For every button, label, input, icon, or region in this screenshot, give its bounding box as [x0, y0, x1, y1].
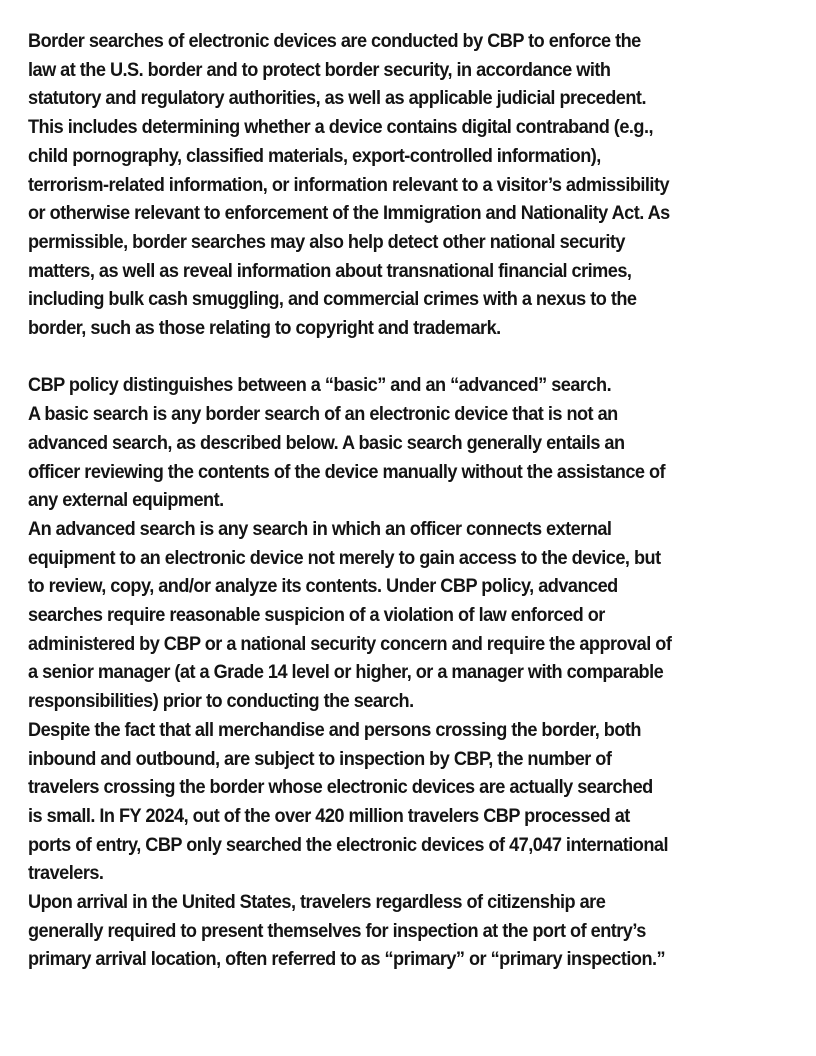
text-line: travelers.: [28, 863, 104, 885]
text-line: inbound and outbound, are subject to inspection by CBP, the number of: [28, 748, 612, 770]
text-line: law at the U.S. border and to protect border security, in accordance with: [28, 59, 611, 81]
text-line: terrorism-related information, or information relevant to a visitor’s admissibility: [28, 174, 670, 196]
text-line: A basic search is any border search of an electronic device that is not an: [28, 404, 618, 426]
paragraph-primary-inspection: [28, 889, 754, 975]
text-line: equipment to an electronic device not merely to gain access to the device, but: [28, 547, 661, 569]
text-line: searches require reasonable suspicion of a violation of law enforced or: [28, 605, 605, 627]
document-page: [28, 28, 754, 975]
text-line: An advanced search is any search in which an officer connects external: [28, 518, 612, 540]
text-line: or otherwise relevant to enforcement of the Immigration and Nationality Act. As: [28, 203, 670, 225]
paragraph-advanced-search: [28, 516, 754, 717]
paragraph-border-search-purpose: [28, 28, 754, 344]
text-line: administered by CBP or a national security concern and require the approval of: [28, 633, 672, 655]
text-line: travelers crossing the border whose electronic devices are actually searched: [28, 777, 653, 799]
text-line: primary arrival location, often referred to as “primary” or “primary inspection.”: [28, 949, 666, 971]
text-line: officer reviewing the contents of the device manually without the assistance of: [28, 461, 666, 483]
text-line: Border searches of electronic devices are conducted by CBP to enforce the: [28, 31, 641, 52]
text-line: a senior manager (at a Grade 14 level or higher, or a manager with comparable: [28, 662, 664, 684]
text-line: CBP policy distinguishes between a “basic” and an “advanced” search.: [28, 375, 612, 397]
paragraph-policy-distinction: [28, 372, 754, 401]
paragraph-spacer: [28, 344, 754, 373]
text-line: including bulk cash smuggling, and commercial crimes with a nexus to the: [28, 289, 637, 311]
text-line: generally required to present themselves for inspection at the port of entry’s: [28, 920, 646, 942]
text-line: border, such as those relating to copyright and trademark.: [28, 318, 501, 340]
paragraph-search-statistics: [28, 717, 754, 889]
text-line: responsibilities) prior to conducting the search.: [28, 691, 414, 713]
text-line: statutory and regulatory authorities, as well as applicable judicial precedent.: [28, 88, 646, 110]
text-line: matters, as well as reveal information about transnational financial crimes,: [28, 260, 632, 282]
text-line: permissible, border searches may also help detect other national security: [28, 231, 625, 253]
text-line: child pornography, classified materials, export-controlled information),: [28, 145, 601, 167]
paragraph-basic-search: [28, 401, 754, 516]
text-line: any external equipment.: [28, 490, 224, 512]
text-line: Despite the fact that all merchandise and persons crossing the border, both: [28, 719, 641, 741]
text-line: is small. In FY 2024, out of the over 420 million travelers CBP processed at: [28, 805, 630, 827]
text-line: ports of entry, CBP only searched the electronic devices of 47,047 international: [28, 834, 668, 856]
text-line: advanced search, as described below. A basic search generally entails an: [28, 432, 625, 454]
text-line: Upon arrival in the United States, travelers regardless of citizenship are: [28, 892, 606, 914]
text-line: to review, copy, and/or analyze its contents. Under CBP policy, advanced: [28, 576, 618, 598]
text-line: This includes determining whether a device contains digital contraband (e.g.,: [28, 117, 654, 139]
